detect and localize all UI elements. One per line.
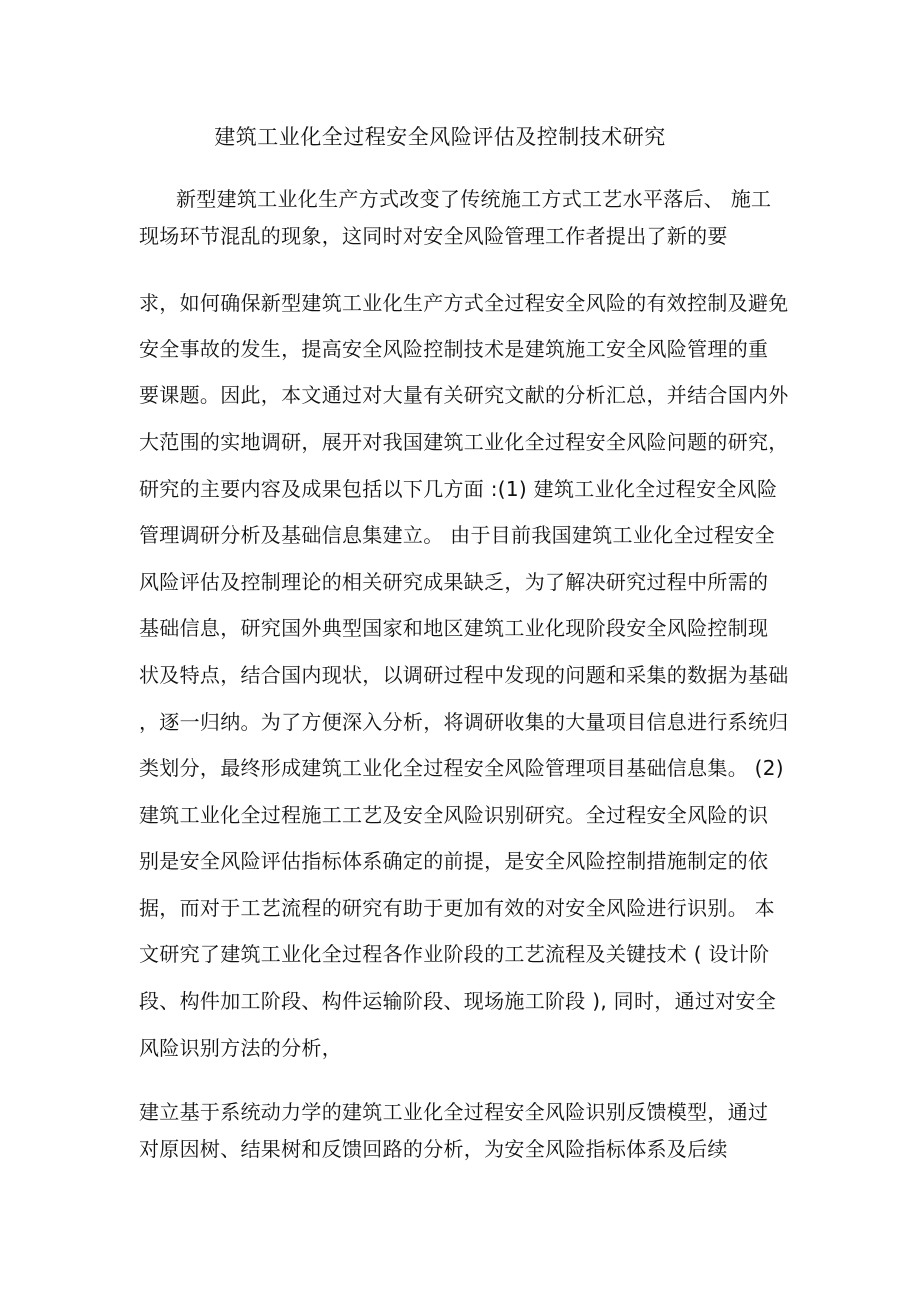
paragraph-2-line-9: 状及特点，结合国内现状，以调研过程中发现的问题和采集的数据为基础 xyxy=(139,663,789,687)
paragraph-3-line-2: 对原因树、结果树和反馈回路的分析，为安全风险指标体系及后续 xyxy=(139,1137,728,1161)
paragraph-3-line-1: 建立基于系统动力学的建筑工业化全过程安全风险识别反馈模型，通过 xyxy=(139,1100,769,1124)
paragraph-2-line-1: 求，如何确保新型建筑工业化生产方式全过程安全风险的有效控制及避免 xyxy=(139,291,789,315)
document-title: 建筑工业化全过程安全风险评估及控制技术研究 xyxy=(214,125,666,149)
paragraph-2-line-4: 大范围的实地调研，展开对我国建筑工业化全过程安全风险问题的研究， xyxy=(139,430,789,454)
paragraph-2-line-8: 基础信息，研究国外典型国家和地区建筑工业化现阶段安全风险控制现 xyxy=(139,616,769,640)
paragraph-2-line-14: 据，而对于工艺流程的研究有助于更加有效的对安全风险进行识别。 本 xyxy=(139,896,775,920)
paragraph-2-line-12: 建筑工业化全过程施工工艺及安全风险识别研究。全过程安全风险的识 xyxy=(139,803,769,827)
paragraph-2-line-3: 要课题。因此，本文通过对大量有关研究文献的分析汇总，并结合国内外 xyxy=(139,383,789,407)
paragraph-2-line-17: 风险识别方法的分析， xyxy=(139,1036,342,1060)
paragraph-2-line-10: ，逐一归纳。为了方便深入分析，将调研收集的大量项目信息进行系统归 xyxy=(139,710,789,734)
paragraph-2-line-13: 别是安全风险评估指标体系确定的前提，是安全风险控制措施制定的依 xyxy=(139,849,769,873)
paragraph-2-line-2: 安全事故的发生，提高安全风险控制技术是建筑施工安全风险管理的重 xyxy=(139,337,769,361)
paragraph-2-line-7: 风险评估及控制理论的相关研究成果缺乏，为了解决研究过程中所需的 xyxy=(139,570,769,594)
paragraph-2-line-15: 文研究了建筑工业化全过程各作业阶段的工艺流程及关键技术 ( 设计阶 xyxy=(139,942,770,966)
paragraph-1-line-2: 现场环节混乱的现象，这同时对安全风险管理工作者提出了新的要 xyxy=(139,224,728,248)
paragraph-2-line-5: 研究的主要内容及成果包括以下几方面 :(1) 建筑工业化全过程安全风险 xyxy=(139,477,778,501)
paragraph-2-line-6: 管理调研分析及基础信息集建立。 由于目前我国建筑工业化全过程安全 xyxy=(139,523,775,547)
paragraph-1-line-1: 新型建筑工业化生产方式改变了传统施工方式工艺水平落后、 施工 xyxy=(176,187,772,211)
paragraph-2-line-11: 类划分，最终形成建筑工业化全过程安全风险管理项目基础信息集。 (2) xyxy=(139,756,784,780)
paragraph-2-line-16: 段、构件加工阶段、构件运输阶段、现场施工阶段 ), 同时，通过对安全 xyxy=(139,989,777,1013)
